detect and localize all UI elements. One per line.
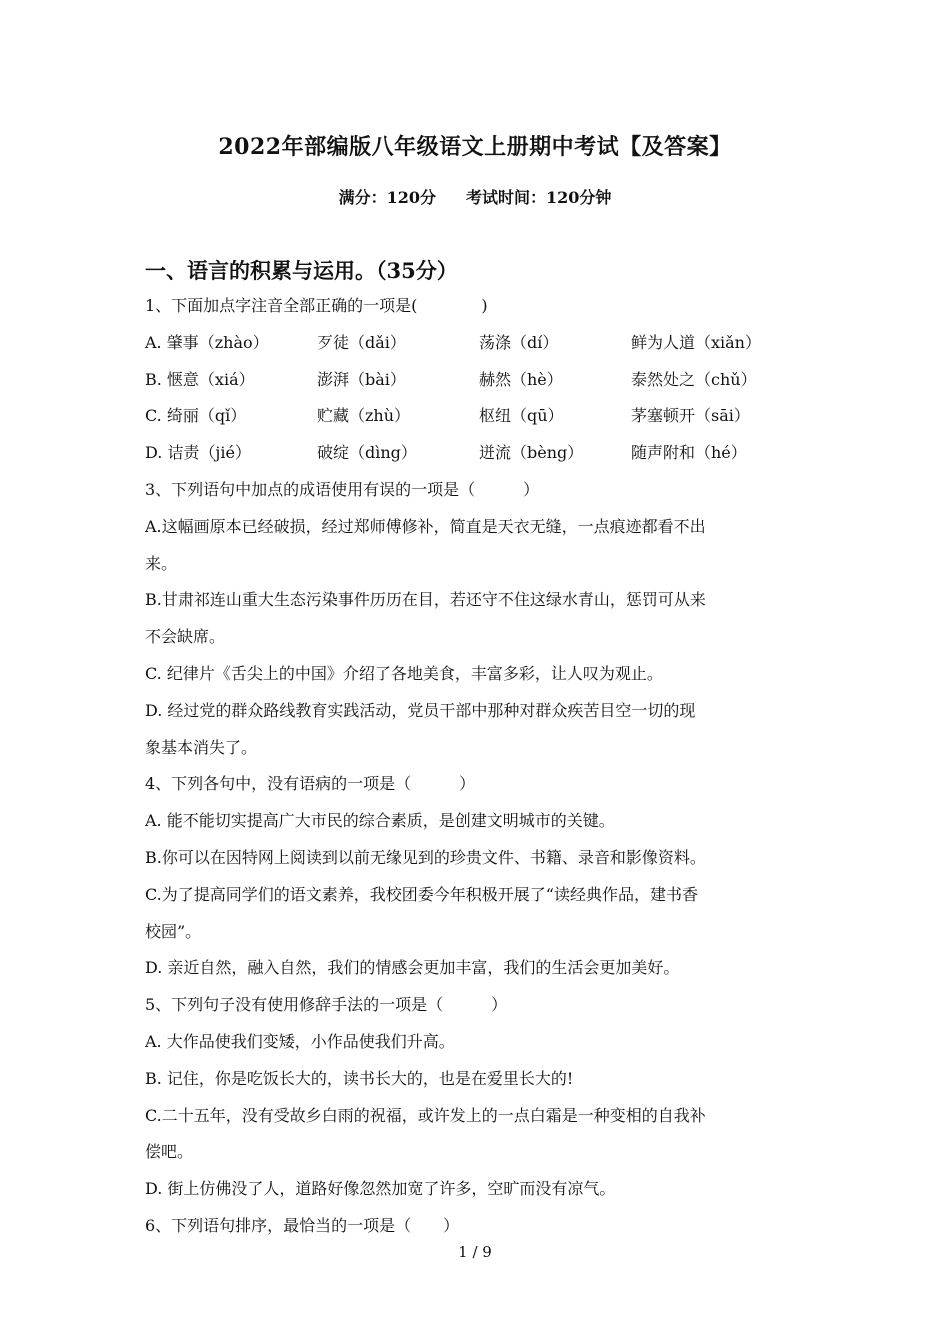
question-5-stem: 5、下列句子没有使用修辞手法的一项是（ ） xyxy=(145,995,508,1015)
option-cell: 荡涤（dí） xyxy=(479,332,559,352)
option-cell: 鲜为人道（xiǎn） xyxy=(631,332,761,352)
page-title: 2022年部编版八年级语文上册期中考试【及答案】 xyxy=(218,134,732,160)
question-1-option-a xyxy=(145,329,810,366)
question-4-option-a: A. 能不能切实提高广大市民的综合素质，是创建文明城市的关键。 xyxy=(145,811,615,831)
option-cell: B. 惬意（xiá） xyxy=(145,369,255,389)
full-score: 满分：120分 xyxy=(338,188,436,207)
question-1-stem: 1、下面加点字注音全部正确的一项是( ) xyxy=(145,296,488,315)
question-3-option-b-cont: 不会缺席。 xyxy=(145,627,226,647)
option-cell: A. 肇事（zhào） xyxy=(145,332,269,352)
question-4-option-d: D. 亲近自然，融入自然，我们的情感会更加丰富，我们的生活会更加美好。 xyxy=(145,958,680,978)
question-4-option-b: B.你可以在因特网上阅读到以前无缘见到的珍贵文件、书籍、录音和影像资料。 xyxy=(145,847,706,867)
question-6-stem: 6、下列语句排序，最恰当的一项是（ ） xyxy=(145,1215,460,1235)
question-5-option-c-cont: 偿吧。 xyxy=(145,1142,194,1162)
exam-info xyxy=(0,185,950,208)
question-4-option-c-cont: 校园”。 xyxy=(145,921,202,941)
question-1-option-c xyxy=(145,402,810,439)
question-5-option-a: A. 大作品使我们变矮，小作品使我们升高。 xyxy=(145,1031,455,1051)
section-heading: 一、语言的积累与运用。（35分） xyxy=(145,258,458,283)
option-cell: 歹徒（dǎi） xyxy=(317,332,406,352)
option-cell: 茅塞顿开（sāi） xyxy=(631,406,750,426)
question-5-option-b: B. 记住，你是吃饭长大的，读书长大的，也是在爱里长大的! xyxy=(145,1068,574,1088)
questions xyxy=(145,292,810,1249)
option-cell: 贮藏（zhù） xyxy=(317,406,411,426)
question-3-option-a-cont: 来。 xyxy=(145,553,178,573)
question-3-option-a: A.这幅画原本已经破损，经过郑师傅修补，简直是天衣无缝，一点痕迹都看不出 xyxy=(145,516,706,536)
question-1-option-d xyxy=(145,439,810,476)
exam-time: 考试时间：120分钟 xyxy=(466,188,612,207)
question-1-option-b xyxy=(145,366,810,403)
option-cell: 澎湃（bài） xyxy=(317,369,406,389)
question-5-option-d: D. 街上仿佛没了人，道路好像忽然加宽了许多，空旷而没有凉气。 xyxy=(145,1179,616,1199)
question-3-option-d-cont: 象基本消失了。 xyxy=(145,737,258,757)
option-cell: C. 绮丽（qǐ） xyxy=(145,406,247,426)
question-3-stem: 3、下列语句中加点的成语使用有误的一项是（ ） xyxy=(145,479,540,499)
option-cell: 随声附和（hé） xyxy=(631,443,747,463)
question-4-option-c: C.为了提高同学们的语文素养，我校团委今年积极开展了“读经典作品，建书香 xyxy=(145,884,698,904)
question-3-option-c: C. 纪律片《舌尖上的中国》介绍了各地美食，丰富多彩，让人叹为观止。 xyxy=(145,663,663,683)
option-cell: 迸流（bèng） xyxy=(479,443,584,463)
question-5-option-c: C.二十五年，没有受故乡白雨的祝福，或许发上的一点白霜是一种变相的自我补 xyxy=(145,1105,706,1125)
option-cell: D. 诘责（jié） xyxy=(145,443,251,463)
option-cell: 赫然（hè） xyxy=(479,369,563,389)
option-cell: 破绽（dìng） xyxy=(317,443,417,463)
question-4-stem: 4、下列各句中，没有语病的一项是（ ） xyxy=(145,774,476,794)
option-cell: 枢纽（qū） xyxy=(479,406,564,426)
page-number: 1 / 9 xyxy=(458,1243,492,1261)
question-3-option-d: D. 经过党的群众路线教育实践活动，党员干部中那种对群众疾苦目空一切的现 xyxy=(145,700,696,720)
option-cell: 泰然处之（chǔ） xyxy=(631,369,757,389)
question-3-option-b: B.甘肃祁连山重大生态污染事件历历在目，若还守不住这绿水青山，惩罚可从来 xyxy=(145,590,706,610)
